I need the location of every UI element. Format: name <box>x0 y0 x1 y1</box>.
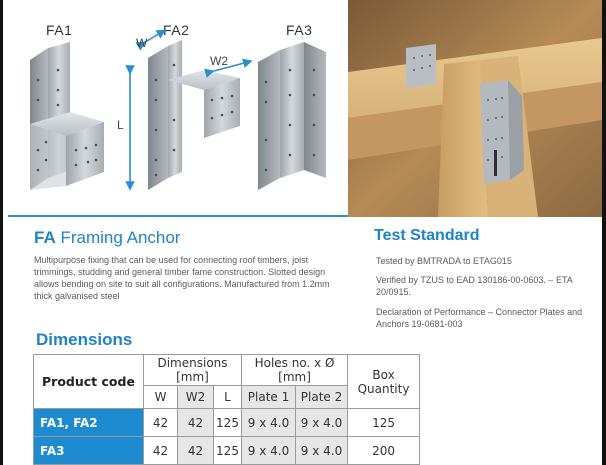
dim-label-l: L <box>117 118 124 132</box>
cell-box-quantity: 125 <box>348 409 420 437</box>
header-product-code: Product code <box>34 355 144 409</box>
test-standard-line-2: Verified by TZUS to EAD 130186-00-0603. – ETA 20/0915. <box>376 275 573 297</box>
row-product-code: FA3 <box>34 437 144 465</box>
header-dimensions: Dimensions [mm] <box>144 355 242 386</box>
header-box-quantity: Box Quantity <box>348 355 420 409</box>
cell-w2: 42 <box>178 409 214 437</box>
cell-l: 125 <box>214 409 242 437</box>
table-row <box>34 437 420 465</box>
product-description: Multipurpose fixing that can be used for connecting roof timbers, joist trimmings, studding and general timber fame construction. Slotted design allows bending on site to suit all configurations. Manufactured from 1.2mm thick galvanised steel <box>34 255 330 301</box>
cell-plate-2: 9 x 4.0 <box>296 437 348 465</box>
row-product-code: FA1, FA2 <box>34 409 144 437</box>
cell-l: 125 <box>214 437 242 465</box>
product-title-code: FA <box>34 228 56 247</box>
cell-plate-1: 9 x 4.0 <box>242 437 296 465</box>
header-plate-2: Plate 2 <box>296 386 348 409</box>
cell-w2: 42 <box>178 437 214 465</box>
test-standard-line-1: Tested by BMTRADA to ETAG015 <box>376 256 512 266</box>
product-label-fa1: FA1 <box>46 22 73 38</box>
product-title-name: Framing Anchor <box>60 228 181 247</box>
cell-w: 42 <box>144 409 178 437</box>
header-w2: W2 <box>178 386 214 409</box>
fa2-drawing <box>130 32 248 190</box>
fa3-drawing <box>258 42 326 190</box>
dim-label-w2: W2 <box>210 54 228 68</box>
fa1-drawing <box>30 42 104 190</box>
cell-w: 42 <box>144 437 178 465</box>
window-frame-right <box>602 0 606 465</box>
header-plate-1: Plate 1 <box>242 386 296 409</box>
product-label-fa3: FA3 <box>286 22 313 38</box>
window-frame-left <box>0 0 3 465</box>
dimensions-table <box>33 354 420 465</box>
product-label-fa2: FA2 <box>163 22 190 38</box>
table-row <box>34 409 420 437</box>
cell-box-quantity: 200 <box>348 437 420 465</box>
product-title <box>34 228 180 248</box>
test-standard-line-3: Declaration of Performance – Connector Plates and Anchors 19-0681-003 <box>376 307 583 329</box>
framing-anchor-drawings <box>8 0 348 215</box>
section-divider <box>8 215 348 217</box>
product-illustrations <box>8 0 348 215</box>
cell-plate-1: 9 x 4.0 <box>242 409 296 437</box>
test-standard-title: Test Standard <box>374 227 480 244</box>
header-l: L <box>214 386 242 409</box>
header-w: W <box>144 386 178 409</box>
dim-label-w: W <box>136 36 148 50</box>
installation-photo <box>348 0 602 217</box>
header-holes: Holes no. x Ø [mm] <box>242 355 348 386</box>
dimensions-title: Dimensions <box>36 330 133 349</box>
cell-plate-2: 9 x 4.0 <box>296 409 348 437</box>
